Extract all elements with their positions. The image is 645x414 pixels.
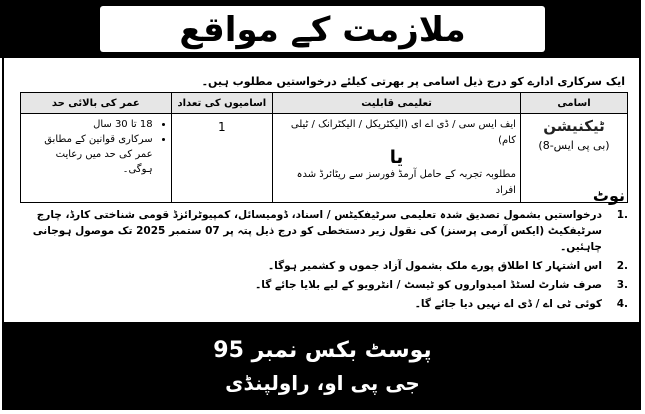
note-item xyxy=(20,258,628,274)
qualification-or: یا xyxy=(389,147,404,168)
table-row xyxy=(21,114,628,203)
postbox-line-1: پوسٹ بکس نمبر 95 xyxy=(213,338,432,363)
post-scale: (بی پی ایس-8) xyxy=(538,139,610,152)
note-number: 1. xyxy=(616,209,628,221)
age-list xyxy=(25,117,167,177)
page-title: ملازمت کے مواقع xyxy=(100,6,545,52)
postbox-line-2: جی پی او، راولپنڈی xyxy=(225,371,420,395)
note-number: 3. xyxy=(616,279,628,291)
age-relaxation: • سرکاری قوانین کے مطابق عمر کی حد میں رعایت ہوگی۔ xyxy=(25,132,153,177)
qualification-line-2: مطلوبہ تجربہ کے حامل آرمڈ فورسز سے ریٹائرڈ شدہ افراد xyxy=(296,169,516,196)
age-range: • 18 تا 30 سال xyxy=(25,117,153,132)
intro-text: ایک سرکاری ادارے کو درج ذیل اسامی پر بھرتی کیلئے درخواستیں مطلوب ہیں۔ xyxy=(201,75,625,88)
note-item xyxy=(20,296,628,312)
qualification-cell xyxy=(273,114,521,203)
header-count: اسامیوں کی تعداد xyxy=(171,93,273,114)
age-cell xyxy=(21,114,172,203)
note-item xyxy=(20,277,628,293)
jobs-table xyxy=(20,92,628,203)
note-item xyxy=(20,207,628,255)
note-text: درخواستیں بشمول تصدیق شدہ تعلیمی سرٹیفکیٹس / اسناد، ڈومیسائل، کمپیوٹرائزڈ قومی شناختی کارڈ، چارج سرٹیفکیٹ (ایکس آرمی پرسنز) کی نقول زیر دستخطی کو درج ذیل پتہ پر 07 ستمبر 2025 تک موصول ہوجانی چاہئیں۔ xyxy=(32,209,602,253)
notes-list xyxy=(20,207,628,315)
post-name: ٹیکنیشن xyxy=(543,117,605,135)
table-header-row xyxy=(21,93,628,114)
header-post: اسامی xyxy=(520,93,627,114)
note-text: صرف شارٹ لسٹڈ امیدواروں کو ٹیسٹ / انٹرویو کے لیے بلایا جائے گا۔ xyxy=(255,279,602,291)
header-age: عمر کی بالائی حد xyxy=(21,93,172,114)
postbox-address xyxy=(4,322,641,410)
note-number: 4. xyxy=(616,298,628,310)
header-qualification: تعلیمی قابلیت xyxy=(273,93,521,114)
note-text: اس اشتہار کا اطلاق پورے ملک بشمول آزاد جموں و کشمیر ہوگا۔ xyxy=(267,260,602,272)
qualification-line-1: ایف ایس سی / ڈی اے ای (الیکٹریکل / الیکٹرانک / ٹیلی کام) xyxy=(290,119,516,146)
header-banner xyxy=(0,0,641,58)
note-number: 2. xyxy=(616,260,628,272)
count-cell: 1 xyxy=(171,114,273,203)
notes-title: نوٹ xyxy=(592,186,625,205)
note-text: کوئی ٹی اے / ڈی اے نہیں دیا جائے گا۔ xyxy=(414,298,602,310)
